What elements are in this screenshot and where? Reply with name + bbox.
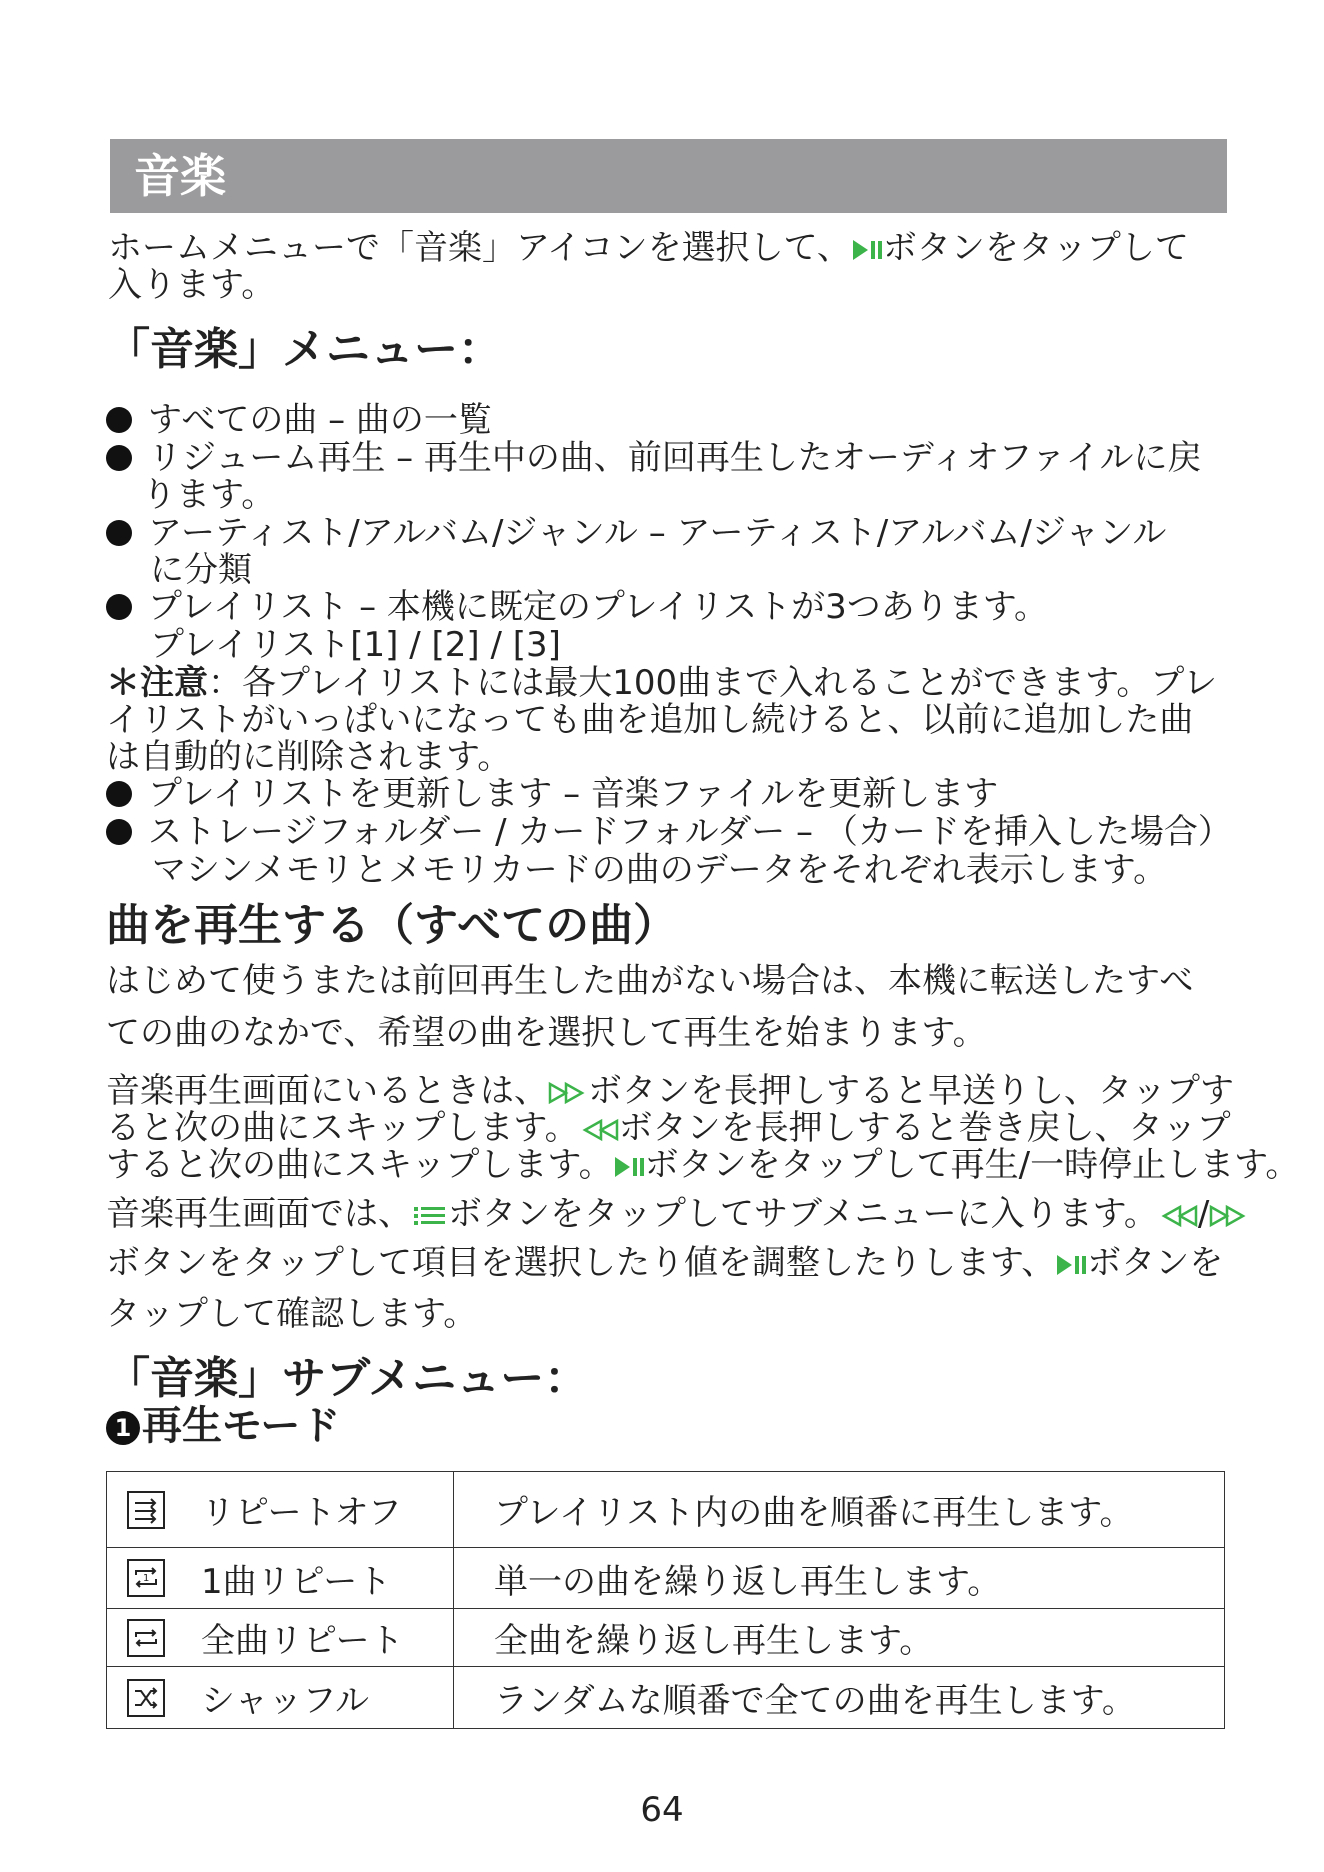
play-p2-line-2 (106, 1110, 1231, 1147)
list-item (106, 589, 1048, 626)
play-pause-icon (851, 237, 883, 263)
mode-label-cell (107, 1472, 454, 1548)
repeat-all-icon (127, 1619, 165, 1657)
list-item (106, 814, 1232, 851)
play-p2-line-3 (106, 1147, 1299, 1184)
intro-line-1 (108, 230, 1189, 267)
number-badge: 1 (106, 1411, 140, 1445)
play-mode-subheading (106, 1404, 340, 1448)
page-number: 64 (640, 1790, 684, 1830)
play-p3-text: ボタンをタップしてサブメニューに入ります。 (448, 1194, 1158, 1234)
repeat-one-icon (127, 1559, 165, 1597)
bullet-icon (106, 520, 132, 546)
play-p2-text: 音楽再生画面にいるときは、 (106, 1071, 548, 1111)
bullet-icon (106, 407, 132, 433)
bullet-icon (106, 819, 132, 845)
play-p1-line-2: ての曲のなかで、希望の曲を選択して再生を始まります。 (106, 1013, 987, 1053)
bullet-icon (106, 594, 132, 620)
play-mode-table (106, 1471, 1225, 1729)
music-menu-heading: 「音楽」メニュー： (106, 324, 502, 375)
list-item-cont: プレイリスト[1] / [2] / [3] (150, 625, 561, 665)
list-item (106, 440, 1202, 477)
play-p2-text: ボタンを長押しすると巻き戻し、タップ (618, 1108, 1231, 1148)
play-p3-text: ボタンをタップして項目を選択したり値を調整したりします、 (106, 1243, 1056, 1283)
play-p3-line-1 (106, 1196, 1249, 1233)
intro-line-2: 入ります。 (108, 265, 276, 305)
table-row (107, 1609, 1225, 1667)
list-item-text: プレイリスト – 本機に既定のプレイリストが3つあります。 (148, 587, 1049, 627)
list-item-cont: に分類 (150, 550, 252, 590)
mode-label-cell (107, 1667, 454, 1729)
mode-label: 1曲リピート (201, 1561, 392, 1602)
note-line-2: イリストがいっぱいになっても曲を追加し続けると、以前に追加した曲 (106, 700, 1194, 740)
subheading-text: 再生モード (142, 1403, 341, 1449)
play-p2-text: すると次の曲にスキップします。 (106, 1145, 613, 1185)
play-p3-text: ボタンを (1087, 1243, 1224, 1283)
mode-description: 単一の曲を繰り返し再生します。 (454, 1548, 1225, 1609)
play-p3-line-2 (106, 1245, 1223, 1282)
list-item-cont: マシンメモリとメモリカードの曲のデータをそれぞれ表示します。 (152, 850, 1168, 890)
play-p2-line-1 (106, 1073, 1234, 1110)
list-item-text: リジューム再生 – 再生中の曲、前回再生したオーディオファイルに戻 (148, 438, 1202, 478)
note-line-3: は自動的に削除されます。 (106, 737, 512, 777)
play-pause-icon (613, 1154, 645, 1180)
play-p1-line-1: はじめて使うまたは前回再生した曲がない場合は、本機に転送したすべ (106, 961, 1194, 1001)
table-row (107, 1548, 1225, 1609)
menu-list-icon (412, 1203, 448, 1229)
mode-description: 全曲を繰り返し再生します。 (454, 1609, 1225, 1667)
submenu-heading: 「音楽」サブメニュー： (106, 1353, 589, 1404)
list-item-text: プレイリストを更新します – 音楽ファイルを更新します (148, 774, 999, 814)
section-title-bar: 音楽 (110, 139, 1227, 213)
play-p3-text: 音楽再生画面では、 (106, 1194, 412, 1234)
list-item-text: すべての曲 – 曲の一覧 (148, 400, 492, 440)
list-item-cont: ります。 (142, 475, 276, 515)
table-row (107, 1667, 1225, 1729)
note-line-1 (106, 665, 1217, 702)
mode-label: 全曲リピート (201, 1621, 404, 1661)
mode-label: リピートオフ (201, 1493, 402, 1533)
note-text: ：各プレイリストには最大100曲まで入れることができます。プレ (208, 663, 1218, 703)
shuffle-icon (127, 1679, 165, 1717)
fast-forward-icon (548, 1080, 588, 1106)
play-p2-text: ると次の曲にスキップします。 (106, 1108, 579, 1148)
bullet-icon (106, 445, 132, 471)
play-p3-line-3: タップして確認します。 (106, 1294, 478, 1334)
mode-label-cell (107, 1548, 454, 1609)
list-item (106, 776, 998, 813)
bullet-icon (106, 781, 132, 807)
play-p2-text: ボタンを長押しすると早送りし、タップす (588, 1071, 1234, 1111)
play-section-heading: 曲を再生する（すべての曲） (106, 900, 678, 951)
mode-description: ランダムな順番で全ての曲を再生します。 (454, 1667, 1225, 1729)
list-item (106, 402, 492, 439)
slash-separator: / (1197, 1194, 1210, 1234)
rewind-icon (1158, 1203, 1198, 1229)
rewind-icon (579, 1117, 619, 1143)
intro-text-b: ボタンをタップして (882, 228, 1189, 268)
list-item-text: アーティスト/アルバム/ジャンル – アーティスト/アルバム/ジャンル (148, 513, 1167, 553)
mode-description: プレイリスト内の曲を順番に再生します。 (454, 1472, 1225, 1548)
list-item (106, 515, 1166, 552)
note-label: ＊注意 (106, 663, 208, 703)
svg-text:1: 1 (143, 1573, 150, 1584)
mode-label-cell (107, 1609, 454, 1667)
play-p2-text: ボタンをタップして再生/一時停止します。 (644, 1145, 1300, 1185)
repeat-off-icon (127, 1491, 165, 1529)
mode-label: シャッフル (201, 1681, 369, 1721)
table-row (107, 1472, 1225, 1548)
fast-forward-icon (1209, 1203, 1249, 1229)
play-pause-icon (1055, 1252, 1087, 1278)
list-item-text: ストレージフォルダー / カードフォルダー – （カードを挿入した場合） (148, 812, 1232, 852)
intro-text-a: ホームメニューで「音楽」アイコンを選択して、 (108, 228, 851, 268)
